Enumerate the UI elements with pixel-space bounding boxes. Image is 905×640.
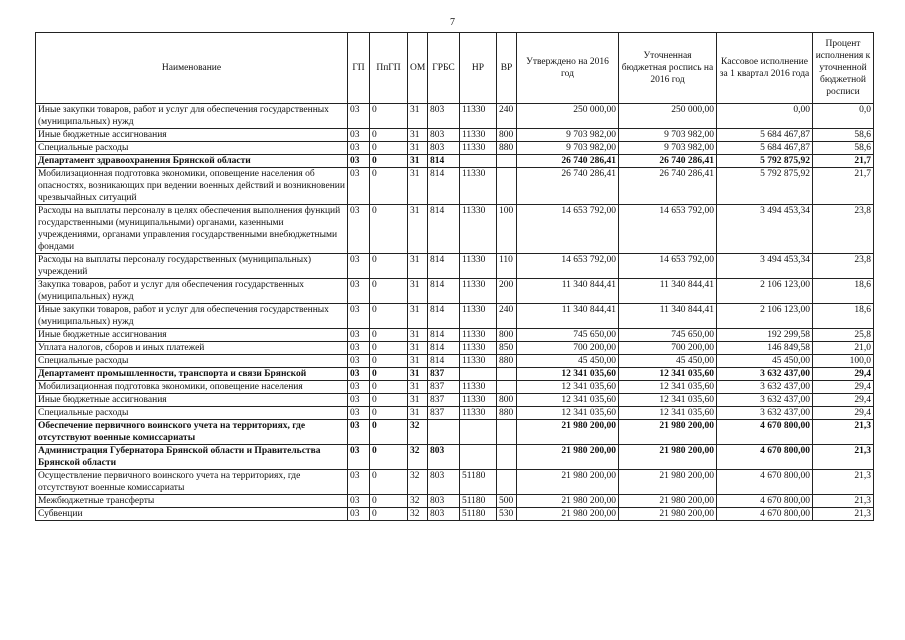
row-om: 31 xyxy=(408,254,428,279)
row-vr: 800 xyxy=(497,329,517,342)
row-percent: 29,4 xyxy=(813,407,874,420)
row-percent: 23,8 xyxy=(813,205,874,254)
header-percent: Процент исполнения к уточненной бюджетной росписи xyxy=(813,33,874,104)
row-om: 31 xyxy=(408,355,428,368)
row-name: Иные бюджетные ассигнования xyxy=(36,394,348,407)
row-nr xyxy=(460,368,497,381)
row-vr xyxy=(497,155,517,168)
header-approved: Утверждено на 2016 год xyxy=(517,33,619,104)
row-approved: 9 703 982,00 xyxy=(517,129,619,142)
row-vr xyxy=(497,381,517,394)
table-row xyxy=(36,394,874,407)
row-grbs: 837 xyxy=(428,394,460,407)
row-vr xyxy=(497,470,517,495)
row-vr xyxy=(497,168,517,205)
row-nr xyxy=(460,420,497,445)
table-row xyxy=(36,205,874,254)
row-gp: 03 xyxy=(348,355,370,368)
table-row xyxy=(36,104,874,129)
row-ppgp: 0 xyxy=(370,420,408,445)
row-nr: 11330 xyxy=(460,205,497,254)
row-refined: 14 653 792,00 xyxy=(619,254,717,279)
row-grbs: 814 xyxy=(428,342,460,355)
header-row xyxy=(36,33,874,104)
row-refined: 21 980 200,00 xyxy=(619,420,717,445)
row-gp: 03 xyxy=(348,329,370,342)
row-percent: 58,6 xyxy=(813,142,874,155)
row-name: Межбюджетные трансферты xyxy=(36,495,348,508)
row-gp: 03 xyxy=(348,168,370,205)
row-refined: 11 340 844,41 xyxy=(619,304,717,329)
row-vr: 240 xyxy=(497,104,517,129)
row-nr: 11330 xyxy=(460,329,497,342)
row-ppgp: 0 xyxy=(370,508,408,521)
row-om: 31 xyxy=(408,394,428,407)
row-grbs: 814 xyxy=(428,205,460,254)
row-percent: 21,7 xyxy=(813,155,874,168)
row-ppgp: 0 xyxy=(370,155,408,168)
row-ppgp: 0 xyxy=(370,368,408,381)
row-approved: 12 341 035,60 xyxy=(517,381,619,394)
row-approved: 700 200,00 xyxy=(517,342,619,355)
table-row xyxy=(36,168,874,205)
row-approved: 26 740 286,41 xyxy=(517,168,619,205)
row-refined: 21 980 200,00 xyxy=(619,508,717,521)
row-percent: 58,6 xyxy=(813,129,874,142)
row-approved: 45 450,00 xyxy=(517,355,619,368)
row-vr: 500 xyxy=(497,495,517,508)
row-nr: 11330 xyxy=(460,168,497,205)
row-gp: 03 xyxy=(348,470,370,495)
row-gp: 03 xyxy=(348,279,370,304)
row-vr: 110 xyxy=(497,254,517,279)
row-percent: 21,3 xyxy=(813,445,874,470)
row-cash: 3 632 437,00 xyxy=(717,368,813,381)
row-refined: 21 980 200,00 xyxy=(619,470,717,495)
row-approved: 26 740 286,41 xyxy=(517,155,619,168)
row-percent: 29,4 xyxy=(813,381,874,394)
row-vr: 880 xyxy=(497,355,517,368)
row-om: 31 xyxy=(408,205,428,254)
row-percent: 29,4 xyxy=(813,394,874,407)
row-nr: 11330 xyxy=(460,304,497,329)
row-gp: 03 xyxy=(348,205,370,254)
row-cash: 5 792 875,92 xyxy=(717,168,813,205)
row-approved: 745 650,00 xyxy=(517,329,619,342)
row-ppgp: 0 xyxy=(370,407,408,420)
row-vr: 530 xyxy=(497,508,517,521)
row-cash: 3 494 453,34 xyxy=(717,254,813,279)
row-percent: 18,6 xyxy=(813,279,874,304)
row-approved: 250 000,00 xyxy=(517,104,619,129)
row-approved: 21 980 200,00 xyxy=(517,470,619,495)
row-name: Иные бюджетные ассигнования xyxy=(36,329,348,342)
row-nr xyxy=(460,445,497,470)
row-ppgp: 0 xyxy=(370,104,408,129)
row-grbs: 837 xyxy=(428,381,460,394)
row-grbs: 803 xyxy=(428,508,460,521)
row-name: Расходы на выплаты персоналу государственных (муниципальных) учреждений xyxy=(36,254,348,279)
table-row xyxy=(36,407,874,420)
table-row xyxy=(36,470,874,495)
row-approved: 11 340 844,41 xyxy=(517,279,619,304)
row-cash: 3 632 437,00 xyxy=(717,394,813,407)
row-vr: 800 xyxy=(497,129,517,142)
row-percent: 21,3 xyxy=(813,508,874,521)
row-refined: 9 703 982,00 xyxy=(619,142,717,155)
row-name: Департамент здравоохранения Брянской области xyxy=(36,155,348,168)
row-grbs: 803 xyxy=(428,470,460,495)
row-ppgp: 0 xyxy=(370,342,408,355)
row-gp: 03 xyxy=(348,342,370,355)
row-gp: 03 xyxy=(348,394,370,407)
row-nr: 11330 xyxy=(460,342,497,355)
header-nr: НР xyxy=(460,33,497,104)
row-grbs: 803 xyxy=(428,142,460,155)
row-refined: 9 703 982,00 xyxy=(619,129,717,142)
row-nr: 11330 xyxy=(460,279,497,304)
table-row xyxy=(36,329,874,342)
row-refined: 14 653 792,00 xyxy=(619,205,717,254)
row-ppgp: 0 xyxy=(370,142,408,155)
row-percent: 0,0 xyxy=(813,104,874,129)
row-nr: 11330 xyxy=(460,254,497,279)
row-percent: 23,8 xyxy=(813,254,874,279)
row-gp: 03 xyxy=(348,129,370,142)
row-om: 31 xyxy=(408,368,428,381)
row-om: 32 xyxy=(408,495,428,508)
row-cash: 3 494 453,34 xyxy=(717,205,813,254)
table-row xyxy=(36,254,874,279)
row-cash: 146 849,58 xyxy=(717,342,813,355)
row-percent: 29,4 xyxy=(813,368,874,381)
row-approved: 12 341 035,60 xyxy=(517,394,619,407)
row-cash: 2 106 123,00 xyxy=(717,279,813,304)
row-vr: 100 xyxy=(497,205,517,254)
row-gp: 03 xyxy=(348,155,370,168)
row-om: 31 xyxy=(408,342,428,355)
row-ppgp: 0 xyxy=(370,329,408,342)
header-om: ОМ xyxy=(408,33,428,104)
row-cash: 2 106 123,00 xyxy=(717,304,813,329)
row-refined: 21 980 200,00 xyxy=(619,495,717,508)
header-grbs: ГРБС xyxy=(428,33,460,104)
row-nr: 51180 xyxy=(460,495,497,508)
row-om: 31 xyxy=(408,279,428,304)
row-om: 31 xyxy=(408,381,428,394)
row-nr: 51180 xyxy=(460,508,497,521)
row-name: Иные закупки товаров, работ и услуг для обеспечения государственных (муниципальных) нужд xyxy=(36,304,348,329)
table-row xyxy=(36,155,874,168)
row-grbs: 814 xyxy=(428,304,460,329)
row-approved: 14 653 792,00 xyxy=(517,254,619,279)
row-ppgp: 0 xyxy=(370,445,408,470)
row-grbs: 814 xyxy=(428,279,460,304)
row-ppgp: 0 xyxy=(370,205,408,254)
row-approved: 12 341 035,60 xyxy=(517,368,619,381)
row-om: 31 xyxy=(408,329,428,342)
row-cash: 4 670 800,00 xyxy=(717,495,813,508)
row-refined: 11 340 844,41 xyxy=(619,279,717,304)
row-om: 31 xyxy=(408,142,428,155)
row-ppgp: 0 xyxy=(370,495,408,508)
row-grbs xyxy=(428,420,460,445)
row-refined: 26 740 286,41 xyxy=(619,155,717,168)
row-cash: 5 684 467,87 xyxy=(717,142,813,155)
row-refined: 745 650,00 xyxy=(619,329,717,342)
row-name: Иные закупки товаров, работ и услуг для обеспечения государственных (муниципальных) нужд xyxy=(36,104,348,129)
row-approved: 21 980 200,00 xyxy=(517,420,619,445)
row-percent: 21,3 xyxy=(813,470,874,495)
row-approved: 21 980 200,00 xyxy=(517,495,619,508)
header-gp: ГП xyxy=(348,33,370,104)
table-row xyxy=(36,129,874,142)
row-cash: 4 670 800,00 xyxy=(717,470,813,495)
row-vr: 240 xyxy=(497,304,517,329)
row-refined: 12 341 035,60 xyxy=(619,381,717,394)
row-om: 32 xyxy=(408,445,428,470)
row-om: 32 xyxy=(408,508,428,521)
row-name: Иные бюджетные ассигнования xyxy=(36,129,348,142)
table-row xyxy=(36,420,874,445)
page-number: 7 xyxy=(450,17,455,28)
row-vr: 200 xyxy=(497,279,517,304)
row-vr: 800 xyxy=(497,394,517,407)
row-nr: 11330 xyxy=(460,407,497,420)
row-grbs: 814 xyxy=(428,329,460,342)
row-ppgp: 0 xyxy=(370,394,408,407)
row-approved: 9 703 982,00 xyxy=(517,142,619,155)
row-grbs: 803 xyxy=(428,495,460,508)
row-ppgp: 0 xyxy=(370,254,408,279)
row-grbs: 814 xyxy=(428,155,460,168)
row-grbs: 814 xyxy=(428,254,460,279)
row-gp: 03 xyxy=(348,508,370,521)
table-row xyxy=(36,495,874,508)
row-refined: 26 740 286,41 xyxy=(619,168,717,205)
row-refined: 12 341 035,60 xyxy=(619,407,717,420)
row-grbs: 837 xyxy=(428,407,460,420)
row-approved: 14 653 792,00 xyxy=(517,205,619,254)
row-nr: 11330 xyxy=(460,104,497,129)
row-nr: 11330 xyxy=(460,394,497,407)
row-grbs: 837 xyxy=(428,368,460,381)
table-row xyxy=(36,508,874,521)
row-name: Департамент промышленности, транспорта и связи Брянской xyxy=(36,368,348,381)
row-gp: 03 xyxy=(348,381,370,394)
header-cash: Кассовое исполнение за 1 квартал 2016 года xyxy=(717,33,813,104)
row-vr xyxy=(497,445,517,470)
row-ppgp: 0 xyxy=(370,279,408,304)
row-approved: 21 980 200,00 xyxy=(517,445,619,470)
row-nr xyxy=(460,155,497,168)
row-grbs: 814 xyxy=(428,168,460,205)
row-om: 31 xyxy=(408,168,428,205)
row-approved: 21 980 200,00 xyxy=(517,508,619,521)
row-name: Осуществление первичного воинского учета на территориях, где отсутствуют военные комиссариаты xyxy=(36,470,348,495)
row-name: Закупка товаров, работ и услуг для обеспечения государственных (муниципальных) нужд xyxy=(36,279,348,304)
row-ppgp: 0 xyxy=(370,470,408,495)
row-nr: 11330 xyxy=(460,129,497,142)
table-row xyxy=(36,279,874,304)
row-om: 31 xyxy=(408,407,428,420)
row-grbs: 803 xyxy=(428,104,460,129)
row-percent: 25,8 xyxy=(813,329,874,342)
row-vr xyxy=(497,368,517,381)
row-approved: 11 340 844,41 xyxy=(517,304,619,329)
row-cash: 5 684 467,87 xyxy=(717,129,813,142)
row-cash: 4 670 800,00 xyxy=(717,445,813,470)
row-nr: 11330 xyxy=(460,381,497,394)
header-name: Наименование xyxy=(36,33,348,104)
row-gp: 03 xyxy=(348,445,370,470)
row-om: 31 xyxy=(408,304,428,329)
row-name: Специальные расходы xyxy=(36,407,348,420)
row-ppgp: 0 xyxy=(370,304,408,329)
row-approved: 12 341 035,60 xyxy=(517,407,619,420)
row-gp: 03 xyxy=(348,407,370,420)
table-row xyxy=(36,304,874,329)
table-row xyxy=(36,342,874,355)
row-gp: 03 xyxy=(348,495,370,508)
row-cash: 3 632 437,00 xyxy=(717,381,813,394)
row-refined: 21 980 200,00 xyxy=(619,445,717,470)
row-percent: 21,3 xyxy=(813,495,874,508)
row-grbs: 814 xyxy=(428,355,460,368)
row-ppgp: 0 xyxy=(370,168,408,205)
table-row xyxy=(36,445,874,470)
row-name: Администрация Губернатора Брянской области и Правительства Брянской области xyxy=(36,445,348,470)
row-name: Мобилизационная подготовка экономики, оповещение населения об опасностях, возникающих при ведении военных действий и возникновении чрезвычайных ситуаций xyxy=(36,168,348,205)
row-nr: 51180 xyxy=(460,470,497,495)
row-percent: 21,3 xyxy=(813,420,874,445)
row-refined: 12 341 035,60 xyxy=(619,368,717,381)
row-cash: 45 450,00 xyxy=(717,355,813,368)
row-cash: 0,00 xyxy=(717,104,813,129)
table-row xyxy=(36,368,874,381)
row-gp: 03 xyxy=(348,420,370,445)
row-refined: 250 000,00 xyxy=(619,104,717,129)
row-grbs: 803 xyxy=(428,445,460,470)
row-refined: 700 200,00 xyxy=(619,342,717,355)
row-vr xyxy=(497,420,517,445)
row-cash: 192 299,58 xyxy=(717,329,813,342)
row-refined: 12 341 035,60 xyxy=(619,394,717,407)
row-vr: 880 xyxy=(497,407,517,420)
row-name: Уплата налогов, сборов и иных платежей xyxy=(36,342,348,355)
table-row xyxy=(36,355,874,368)
row-gp: 03 xyxy=(348,254,370,279)
row-name: Специальные расходы xyxy=(36,355,348,368)
budget-table xyxy=(35,32,874,521)
row-gp: 03 xyxy=(348,368,370,381)
row-om: 31 xyxy=(408,104,428,129)
row-gp: 03 xyxy=(348,142,370,155)
row-name: Обеспечение первичного воинского учета на территориях, где отсутствуют военные комиссариаты xyxy=(36,420,348,445)
row-cash: 4 670 800,00 xyxy=(717,508,813,521)
row-nr: 11330 xyxy=(460,355,497,368)
row-name: Мобилизационная подготовка экономики, оповещение населения xyxy=(36,381,348,394)
row-om: 32 xyxy=(408,470,428,495)
row-refined: 45 450,00 xyxy=(619,355,717,368)
row-vr: 880 xyxy=(497,142,517,155)
row-om: 32 xyxy=(408,420,428,445)
row-name: Субвенции xyxy=(36,508,348,521)
row-vr: 850 xyxy=(497,342,517,355)
row-om: 31 xyxy=(408,155,428,168)
table-row xyxy=(36,142,874,155)
header-ppgp: ПпГП xyxy=(370,33,408,104)
row-percent: 21,7 xyxy=(813,168,874,205)
row-cash: 5 792 875,92 xyxy=(717,155,813,168)
header-vr: ВР xyxy=(497,33,517,104)
row-nr: 11330 xyxy=(460,142,497,155)
row-om: 31 xyxy=(408,129,428,142)
row-name: Специальные расходы xyxy=(36,142,348,155)
row-gp: 03 xyxy=(348,304,370,329)
row-name: Расходы на выплаты персоналу в целях обеспечения выполнения функций государственными (муниципальными) органами, казенными учреждениями, органами управления государственными внебюджетными фондами xyxy=(36,205,348,254)
row-ppgp: 0 xyxy=(370,129,408,142)
row-percent: 21,0 xyxy=(813,342,874,355)
row-gp: 03 xyxy=(348,104,370,129)
row-cash: 3 632 437,00 xyxy=(717,407,813,420)
row-percent: 18,6 xyxy=(813,304,874,329)
row-ppgp: 0 xyxy=(370,355,408,368)
header-refined: Уточненная бюджетная роспись на 2016 год xyxy=(619,33,717,104)
row-grbs: 803 xyxy=(428,129,460,142)
row-ppgp: 0 xyxy=(370,381,408,394)
row-cash: 4 670 800,00 xyxy=(717,420,813,445)
table-row xyxy=(36,381,874,394)
row-percent: 100,0 xyxy=(813,355,874,368)
